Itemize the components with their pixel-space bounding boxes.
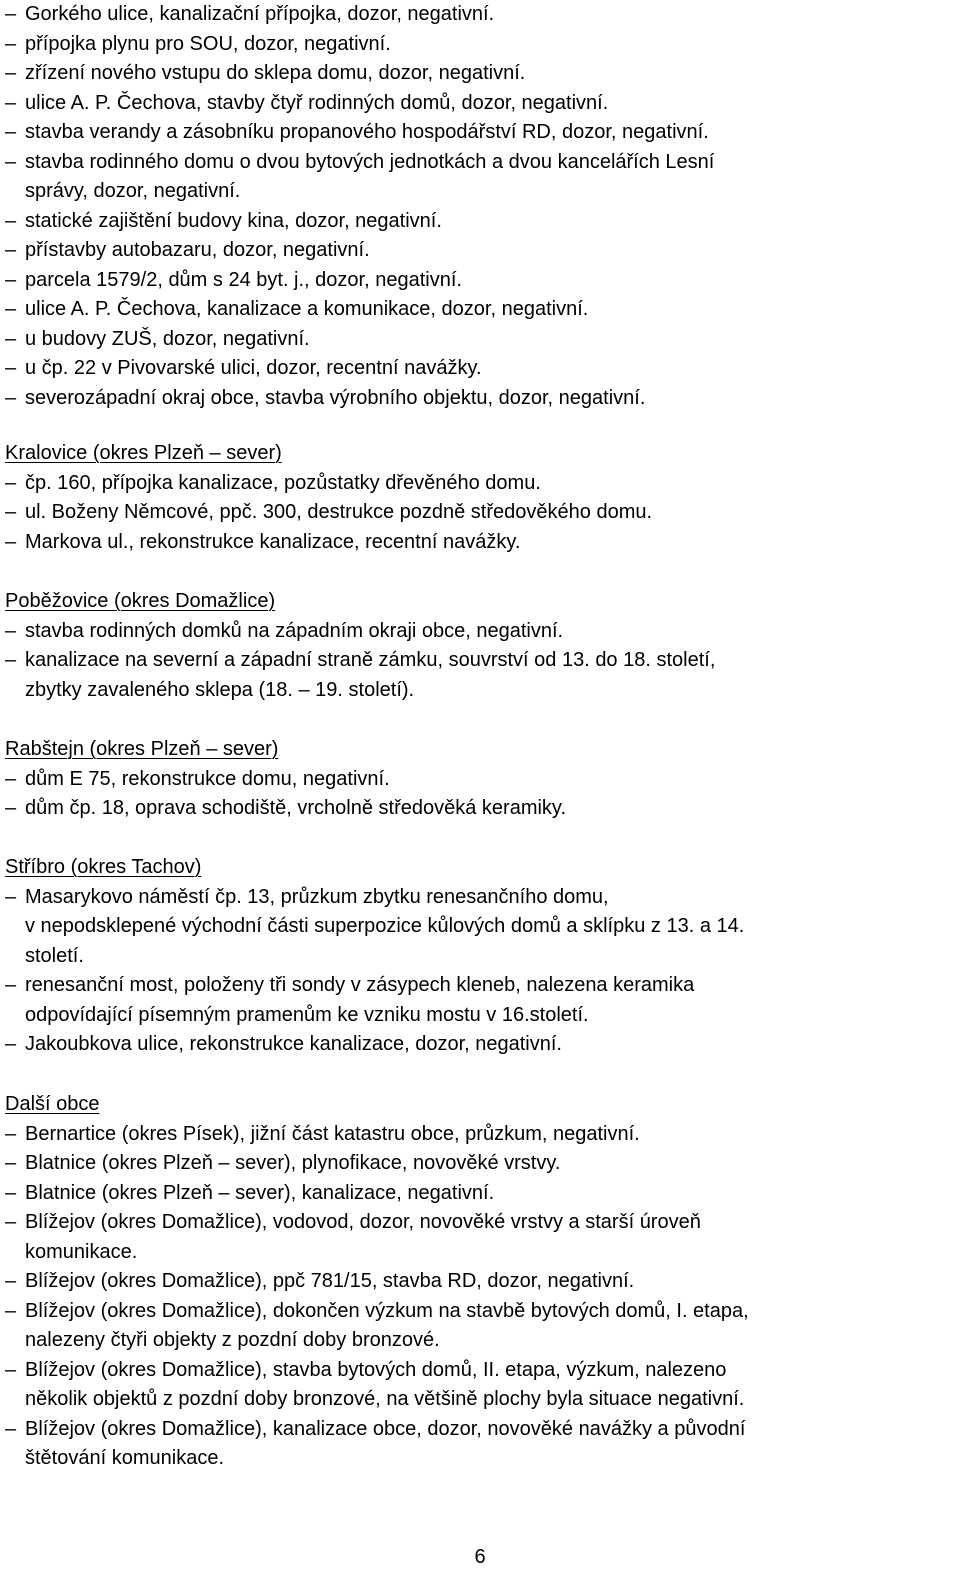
- dash-bullet: –: [5, 357, 17, 379]
- dash-bullet: –: [5, 885, 17, 908]
- list-item: [5, 384, 955, 414]
- list-item: [5, 1149, 955, 1179]
- list-item-text: Markova ul., rekonstrukce kanalizace, recentní navážky.: [25, 530, 521, 553]
- list-item-text: kanalizace na severní a západní straně zámku, souvrství od 13. do 18. století,: [25, 649, 716, 671]
- dash-bullet: –: [5, 3, 17, 25]
- list-item: [5, 528, 955, 558]
- list-item-text: Blížejov (okres Domažlice), stavba bytových domů, II. etapa, výzkum, nalezeno: [25, 1358, 727, 1381]
- dash-bullet: –: [5, 1299, 17, 1322]
- list-item: [5, 266, 955, 296]
- list-item-continuation: [5, 942, 955, 972]
- section-heading: Stříbro (okres Tachov): [5, 856, 202, 878]
- list-item: [5, 469, 955, 499]
- list-item-continuation: [5, 1444, 955, 1474]
- list-item-text: stavba verandy a zásobníku propanového hospodářství RD, dozor, negativní.: [25, 121, 709, 143]
- list-item-text: přípojka plynu pro SOU, dozor, negativní.: [25, 32, 391, 55]
- dash-bullet: –: [5, 501, 17, 523]
- list-item-text: stavba rodinného domu o dvou bytových jednotkách a dvou kancelářích Lesní: [25, 150, 715, 173]
- list-item-continuation: [5, 177, 955, 207]
- list-item-text: Blížejov (okres Domažlice), kanalizace obce, dozor, novověké navážky a původní: [25, 1417, 746, 1440]
- dash-bullet: –: [5, 298, 17, 320]
- list-item-continuation: [5, 1001, 955, 1031]
- list-item-text: Blížejov (okres Domažlice), dokončen výzkum na stavbě bytových domů, I. etapa,: [25, 1299, 749, 1322]
- dash-bullet: –: [5, 767, 17, 790]
- list-item-text: nalezeny čtyři objekty z pozdní doby bronzové.: [25, 1329, 440, 1351]
- list-item-text: Blatnice (okres Plzeň – sever), kanalizace, negativní.: [25, 1181, 495, 1204]
- list-item-text: století.: [25, 944, 84, 967]
- list-item: [5, 1120, 955, 1150]
- list-item-text: renesanční most, položeny tři sondy v zásypech kleneb, nalezena keramika: [25, 974, 695, 996]
- section-heading: Kralovice (okres Plzeň – sever): [5, 442, 282, 464]
- dash-bullet: –: [5, 268, 17, 291]
- list-item: [5, 1267, 955, 1297]
- dash-bullet: –: [5, 32, 17, 55]
- list-item: [5, 207, 955, 237]
- list-item-text: v nepodsklepené východní části superpozice kůlových domů a sklípku z 13. a 14.: [25, 915, 745, 937]
- section-kralovice: [5, 439, 955, 557]
- list-item: [5, 236, 955, 266]
- dash-bullet: –: [5, 1122, 17, 1145]
- list-item: [5, 1356, 955, 1386]
- dash-bullet: –: [5, 1033, 17, 1055]
- section-pobezovice: [5, 587, 955, 705]
- list-item-text: Blatnice (okres Plzeň – sever), plynofikace, novověké vrstvy.: [25, 1152, 561, 1174]
- dash-bullet: –: [5, 619, 17, 642]
- dash-bullet: –: [5, 797, 17, 819]
- list-item-continuation: [5, 1385, 955, 1415]
- list-item: [5, 1208, 955, 1238]
- list-item: [5, 1179, 955, 1209]
- list-item-text: Blížejov (okres Domažlice), vodovod, dozor, novověké vrstvy a starší úroveň: [25, 1211, 701, 1233]
- list-item: [5, 646, 955, 676]
- list-item-continuation: [5, 912, 955, 942]
- list-item-text: stavba rodinných domků na západním okraji obce, negativní.: [25, 619, 564, 642]
- list-item: [5, 59, 955, 89]
- list-item: [5, 0, 955, 30]
- list-item-continuation: [5, 1238, 955, 1268]
- list-item: [5, 1030, 955, 1060]
- dash-bullet: –: [5, 1152, 17, 1174]
- list-item: [5, 354, 955, 384]
- list-item-text: Gorkého ulice, kanalizační přípojka, dozor, negativní.: [25, 3, 495, 25]
- section-continued-list: [5, 0, 955, 413]
- dash-bullet: –: [5, 62, 17, 84]
- section-heading: Rabštejn (okres Plzeň – sever): [5, 738, 279, 760]
- dash-bullet: –: [5, 1211, 17, 1233]
- list-item: [5, 883, 955, 913]
- list-item-text: odpovídající písemným pramenům ke vzniku mostu v 16.století.: [25, 1003, 589, 1026]
- dash-bullet: –: [5, 1358, 17, 1381]
- list-item-text: čp. 160, přípojka kanalizace, pozůstatky dřevěného domu.: [25, 471, 541, 494]
- dash-bullet: –: [5, 150, 17, 173]
- section-heading: Poběžovice (okres Domažlice): [5, 590, 276, 612]
- list-item-text: Masarykovo náměstí čp. 13, průzkum zbytku renesančního domu,: [25, 885, 609, 908]
- dash-bullet: –: [5, 1417, 17, 1440]
- list-item-text: dům čp. 18, oprava schodiště, vrcholně středověká keramiky.: [25, 797, 566, 819]
- list-item-text: zřízení nového vstupu do sklepa domu, dozor, negativní.: [25, 62, 526, 84]
- section-stribro: [5, 853, 955, 1060]
- list-item: [5, 794, 955, 824]
- list-item-text: u čp. 22 v Pivovarské ulici, dozor, recentní navážky.: [25, 357, 482, 379]
- list-item-text: dům E 75, rekonstrukce domu, negativní.: [25, 767, 390, 790]
- dash-bullet: –: [5, 1270, 17, 1292]
- list-item-continuation: [5, 676, 955, 706]
- list-item-text: ul. Boženy Němcové, ppč. 300, destrukce pozdně středověkého domu.: [25, 501, 653, 523]
- dash-bullet: –: [5, 121, 17, 143]
- list-item-text: komunikace.: [25, 1240, 138, 1263]
- dash-bullet: –: [5, 530, 17, 553]
- list-item-continuation: [5, 1326, 955, 1356]
- list-item-text: štětování komunikace.: [25, 1447, 224, 1469]
- list-item: [5, 1297, 955, 1327]
- section-dalsi-obce: [5, 1090, 955, 1474]
- dash-bullet: –: [5, 649, 17, 671]
- list-item: [5, 89, 955, 119]
- list-item-text: zbytky zavaleného sklepa (18. – 19. století).: [25, 678, 415, 701]
- dash-bullet: –: [5, 91, 17, 114]
- list-item: [5, 325, 955, 355]
- dash-bullet: –: [5, 471, 17, 494]
- list-item-text: u budovy ZUŠ, dozor, negativní.: [25, 327, 310, 350]
- list-item: [5, 1415, 955, 1445]
- list-item: [5, 30, 955, 60]
- list-item: [5, 295, 955, 325]
- list-item: [5, 765, 955, 795]
- list-item: [5, 118, 955, 148]
- page-number: 6: [474, 1546, 486, 1568]
- section-heading: Další obce: [5, 1093, 100, 1115]
- dash-bullet: –: [5, 327, 17, 350]
- list-item-text: statické zajištění budovy kina, dozor, negativní.: [25, 209, 442, 232]
- list-item: [5, 971, 955, 1001]
- list-item-text: Bernartice (okres Písek), jižní část katastru obce, průzkum, negativní.: [25, 1122, 640, 1145]
- list-item-text: severozápadní okraj obce, stavba výrobního objektu, dozor, negativní.: [25, 386, 646, 409]
- list-item-text: ulice A. P. Čechova, stavby čtyř rodinných domů, dozor, negativní.: [25, 91, 609, 114]
- dash-bullet: –: [5, 239, 17, 261]
- list-item-text: několik objektů z pozdní doby bronzové, na většině plochy byla situace negativní.: [25, 1388, 745, 1410]
- list-item-text: Blížejov (okres Domažlice), ppč 781/15, stavba RD, dozor, negativní.: [25, 1270, 635, 1292]
- dash-bullet: –: [5, 974, 17, 996]
- list-item-text: ulice A. P. Čechova, kanalizace a komunikace, dozor, negativní.: [25, 298, 589, 320]
- section-rabstejn: [5, 735, 955, 824]
- list-item: [5, 498, 955, 528]
- dash-bullet: –: [5, 209, 17, 232]
- list-item-text: přístavby autobazaru, dozor, negativní.: [25, 239, 370, 261]
- dash-bullet: –: [5, 386, 17, 409]
- list-item-text: správy, dozor, negativní.: [25, 180, 241, 202]
- list-item: [5, 617, 955, 647]
- list-item-text: Jakoubkova ulice, rekonstrukce kanalizace, dozor, negativní.: [25, 1033, 562, 1055]
- list-item-text: parcela 1579/2, dům s 24 byt. j., dozor, negativní.: [25, 268, 462, 291]
- dash-bullet: –: [5, 1181, 17, 1204]
- list-item: [5, 148, 955, 178]
